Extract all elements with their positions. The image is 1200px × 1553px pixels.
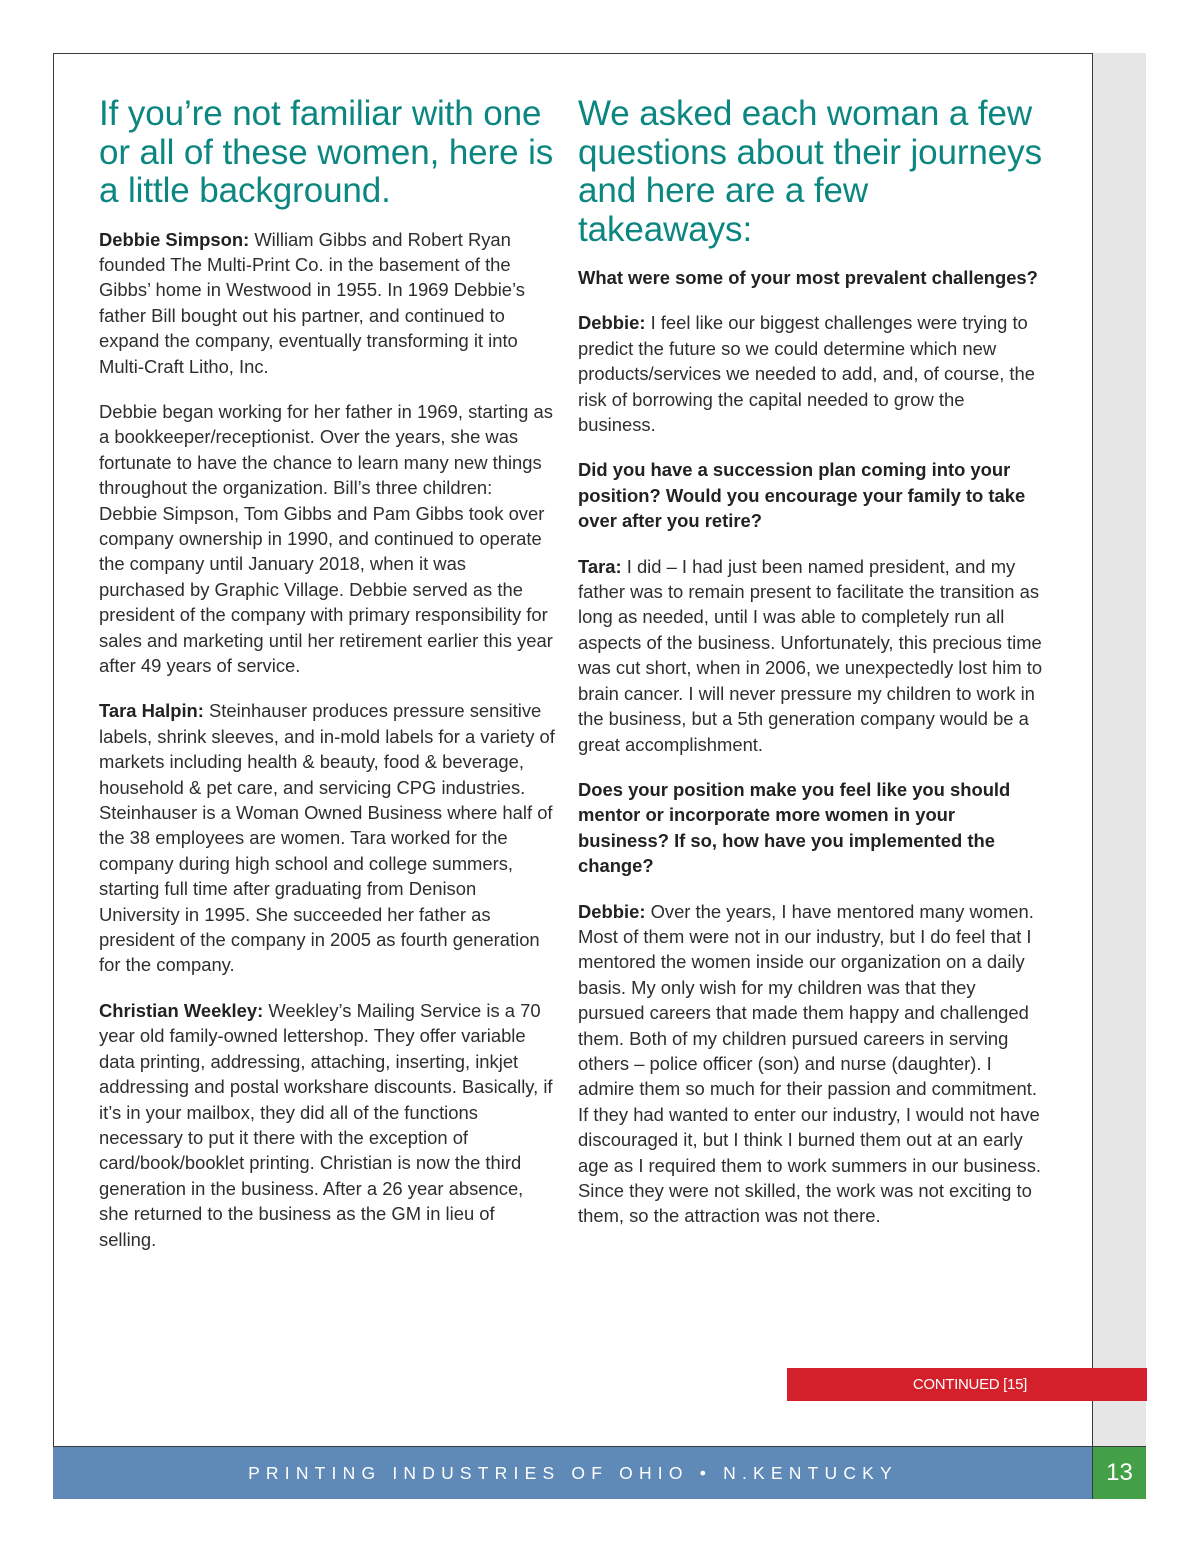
bio-name: Tara Halpin: xyxy=(99,700,204,722)
answer-2 xyxy=(578,554,1046,757)
right-column-heading: We asked each woman a few questions about their journeys and here are a few takeaways: xyxy=(578,94,1042,249)
page-number-box xyxy=(1092,1446,1146,1499)
left-column xyxy=(99,95,555,1272)
bio-christian-weekley xyxy=(99,998,555,1252)
answer-name: Tara: xyxy=(578,555,622,577)
publication-name: PRINTING INDUSTRIES OF OHIO • N.KENTUCKY xyxy=(248,1463,898,1483)
answer-name: Debbie: xyxy=(578,312,646,334)
answer-name: Debbie: xyxy=(578,900,646,922)
bio-debbie-simpson xyxy=(99,227,555,379)
left-column-heading: If you’re not familiar with one or all of these women, here is a little background. xyxy=(99,94,554,210)
page-number: 13 xyxy=(1106,1459,1133,1486)
bio-name: Debbie Simpson: xyxy=(99,228,250,250)
bio-text: Weekley’s Mailing Service is a 70 year old family-owned lettershop. They offer variable data printing, addressing, attaching, inserting, inkjet addressing and postal workshare discounts. Basically, if it’s in your mailbox, they did all of the functions necessary to put it there with the exception of card/book/booklet printing. Christian is now the third generation in the business. After a 26 year absence, she returned to the business as the GM in lieu of selling. xyxy=(99,999,553,1250)
answer-text: I feel like our biggest challenges were trying to predict the future so we could determine which new products/services we needed to add, and, of course, the risk of borrowing the capital needed to grow the business. xyxy=(578,312,1035,436)
bio-text: Steinhauser produces pressure sensitive labels, shrink sleeves, and in-mold labels for a variety of markets including health & beauty, food & beverage, household & pet care, and servicing CPG industries. Steinhauser is a Woman Owned Business where half of the 38 employees are women. Tara worked for the company during high school and college summers, starting full time after graduating from Denison University in 1995. She succeeded her father as president of the company in 2005 as fourth generation for the company. xyxy=(99,700,555,976)
bio-name: Christian Weekley: xyxy=(99,999,264,1021)
continued-label: CONTINUED [15] xyxy=(912,1376,1027,1393)
side-strip xyxy=(1092,53,1146,1446)
bio-tara-halpin xyxy=(99,698,555,977)
answer-text: I did – I had just been named president, and my father was to remain present to facilitate the transition as long as needed, until I was able to completely run all aspects of the business. Unfortunately, this precious time was cut short, when in 2006, we unexpectedly lost him to brain cancer. I will never pressure my children to work in the business, but a 5th generation company would be a great accomplishment. xyxy=(578,555,1043,755)
answer-1 xyxy=(578,310,1046,437)
footer-bar xyxy=(53,1446,1093,1499)
right-column xyxy=(578,95,1046,1249)
question-1: What were some of your most prevalent challenges? xyxy=(578,267,1038,288)
question-2: Did you have a succession plan coming into your position? Would you encourage your family to take over after you retire? xyxy=(578,459,1026,532)
bio-text: William Gibbs and Robert Ryan founded The Multi-Print Co. in the basement of the Gibbs’ home in Westwood in 1955. In 1969 Debbie’s father Bill bought out his partner, and continued to expand the company, eventually transforming it into Multi-Craft Litho, Inc. xyxy=(99,228,525,377)
continued-banner[interactable] xyxy=(787,1368,1147,1401)
question-3: Does your position make you feel like you should mentor or incorporate more women in your business? If so, how have you implemented the change? xyxy=(578,778,1011,877)
answer-3 xyxy=(578,899,1046,1229)
bio-debbie-continued: Debbie began working for her father in 1969, starting as a bookkeeper/receptionist. Over the years, she was fortunate to have the chance to learn many new things throughout the organization. Bill’s three children: Debbie Simpson, Tom Gibbs and Pam Gibbs took over company ownership in 1990, and continued to operate the company until January 2018, when it was purchased by Graphic Village. Debbie served as the president of the company with primary responsibility for sales and marketing until her retirement earlier this year after 49 years of service. xyxy=(99,400,553,676)
answer-text: Over the years, I have mentored many women. Most of them were not in our industry, but I do feel that I mentored the women inside our organization on a daily basis. My only wish for my children was that they pursued careers that made them happy and challenged them. Both of my children pursued careers in serving others – police officer (son) and nurse (daughter). I admire them so much for their passion and commitment. If they had wanted to enter our industry, I would not have discouraged it, but I think I burned them out at an early age as I required them to work summers in our business. Since they were not skilled, the work was not exciting to them, so the attraction was not there. xyxy=(578,900,1042,1227)
